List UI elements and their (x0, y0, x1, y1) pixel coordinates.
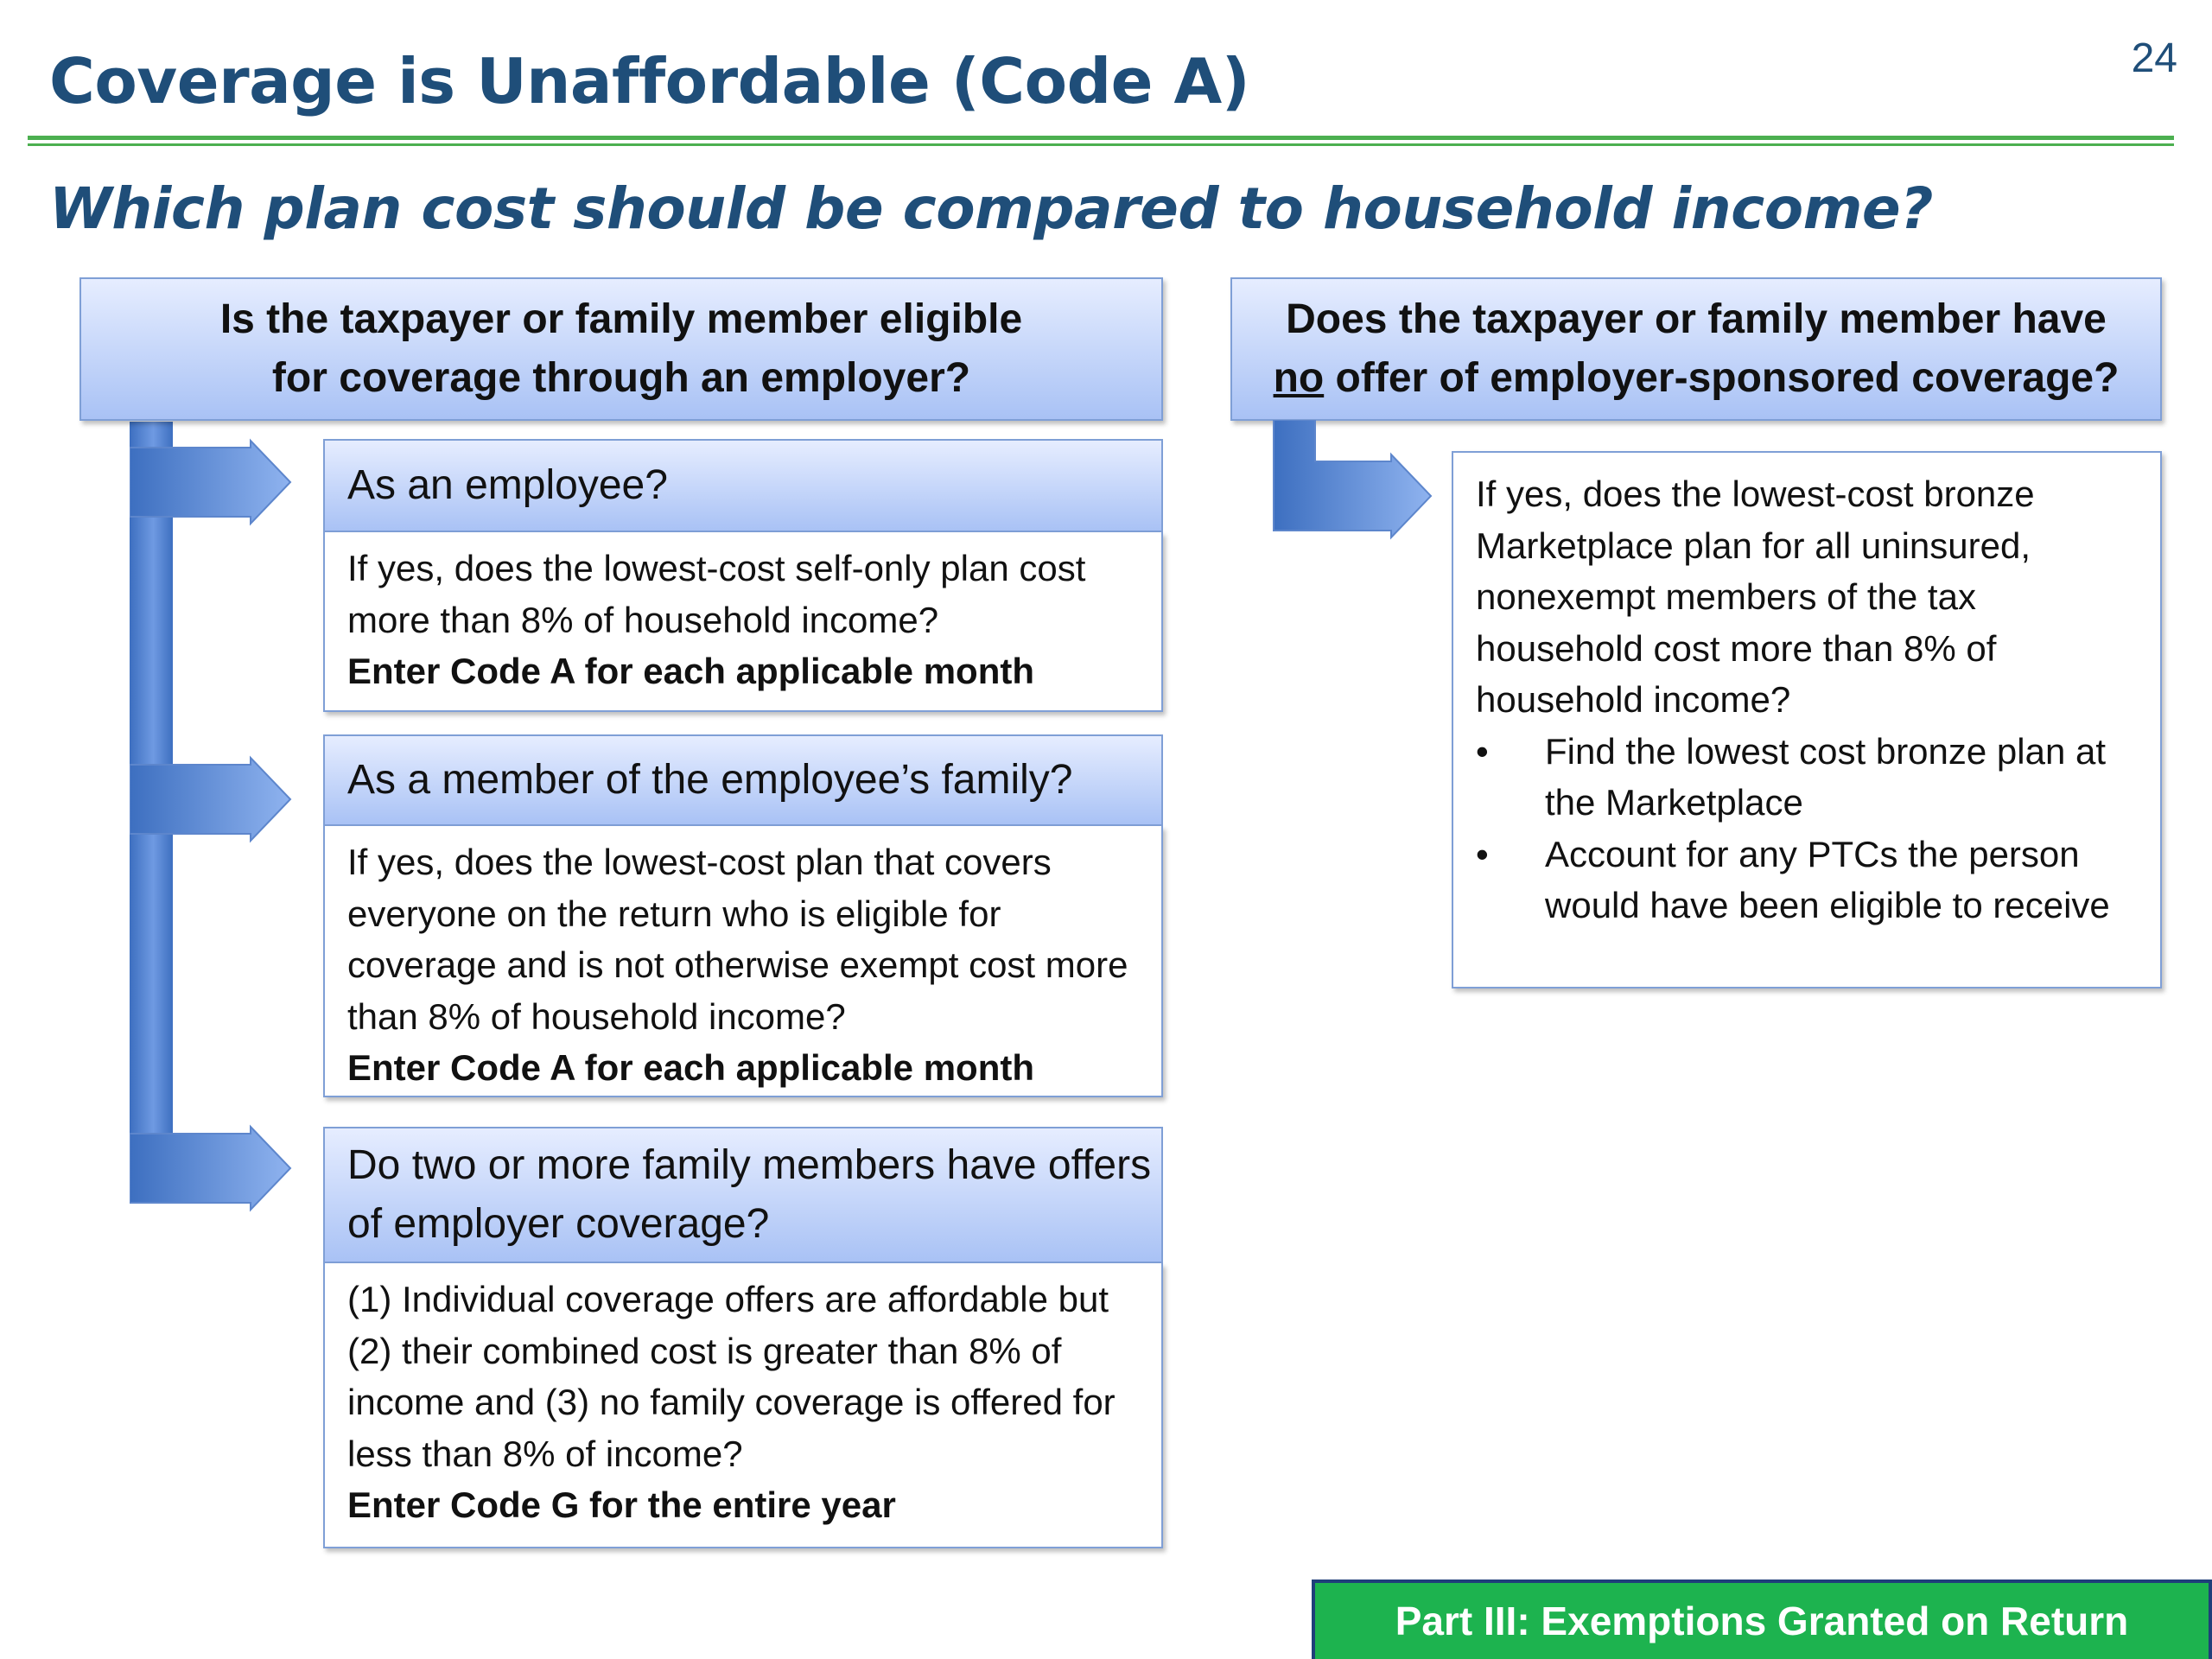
family-box-body (323, 826, 1163, 1097)
marketplace-box (1452, 451, 2162, 988)
multiple-offers-heading-text: Do two or more family members have offers of employer coverage? (347, 1142, 1152, 1247)
section-footer-label: Part III: Exemptions Granted on Return (1395, 1599, 2129, 1643)
employee-action-text: Enter Code A for each applicable month (347, 651, 1035, 691)
employee-box-heading (323, 439, 1163, 532)
employee-box-body (323, 532, 1163, 712)
right-question-pre: Does the taxpayer or family member have (1286, 296, 2107, 342)
right-question-text (1274, 290, 2120, 408)
employee-heading-text: As an employee? (347, 462, 668, 508)
family-box-heading (323, 734, 1163, 826)
left-question-text: Is the taxpayer or family member eligible for coverage through an employer? (219, 296, 1023, 401)
family-body-text: If yes, does the lowest-cost plan that covers everyone on the return who is eligible for coverage and is not otherwise exempt cost more than 8% of household income? (347, 842, 1128, 1037)
multiple-offers-box-heading (323, 1127, 1163, 1263)
arrow-family-icon (130, 758, 290, 841)
title-rule (28, 136, 2174, 140)
section-footer (1312, 1580, 2212, 1659)
marketplace-body-text: If yes, does the lowest-cost bronze Marketplace plan for all uninsured, nonexempt members of the tax household cost more than 8% of household income? (1476, 474, 2035, 720)
left-flow-arrows (130, 415, 302, 1227)
marketplace-bullet-text: Find the lowest cost bronze plan at the Marketplace (1545, 730, 2107, 823)
multiple-offers-box-body (323, 1263, 1163, 1548)
bullet-icon: • (1476, 833, 1489, 874)
page-number: 24 (2131, 35, 2177, 81)
right-question-underlined: no (1273, 355, 1325, 401)
multiple-offers-body-text: (1) Individual coverage offers are affordable but (2) their combined cost is greater than 8% of income and (3) no family coverage is offered for less than 8% of income? (347, 1279, 1116, 1474)
multiple-offers-action-text: Enter Code G for the entire year (347, 1484, 896, 1525)
left-question-box (79, 277, 1163, 421)
arrow-marketplace-icon (1274, 420, 1431, 537)
marketplace-bullet-text: Account for any PTCs the person would have been eligible to receive (1545, 833, 2110, 925)
marketplace-bullet (1476, 829, 2143, 931)
employee-body-text: If yes, does the lowest-cost self-only plan cost more than 8% of household income? (347, 548, 1086, 640)
title-rule-thin (28, 143, 2174, 146)
right-question-box (1230, 277, 2162, 421)
slide-subtitle: Which plan cost should be compared to household income? (49, 175, 1933, 242)
right-question-post: offer of employer-sponsored coverage? (1335, 355, 2120, 401)
slide-title: Coverage is Unaffordable (Code A) (49, 45, 1250, 118)
right-flow-arrow (1270, 420, 1443, 541)
family-action-text: Enter Code A for each applicable month (347, 1047, 1035, 1088)
arrow-employee-icon (130, 441, 290, 524)
bullet-icon: • (1476, 730, 1489, 772)
marketplace-bullet (1476, 726, 2143, 829)
family-heading-text: As a member of the employee’s family? (347, 757, 1073, 803)
arrow-multiple-offers-icon (130, 1127, 290, 1210)
